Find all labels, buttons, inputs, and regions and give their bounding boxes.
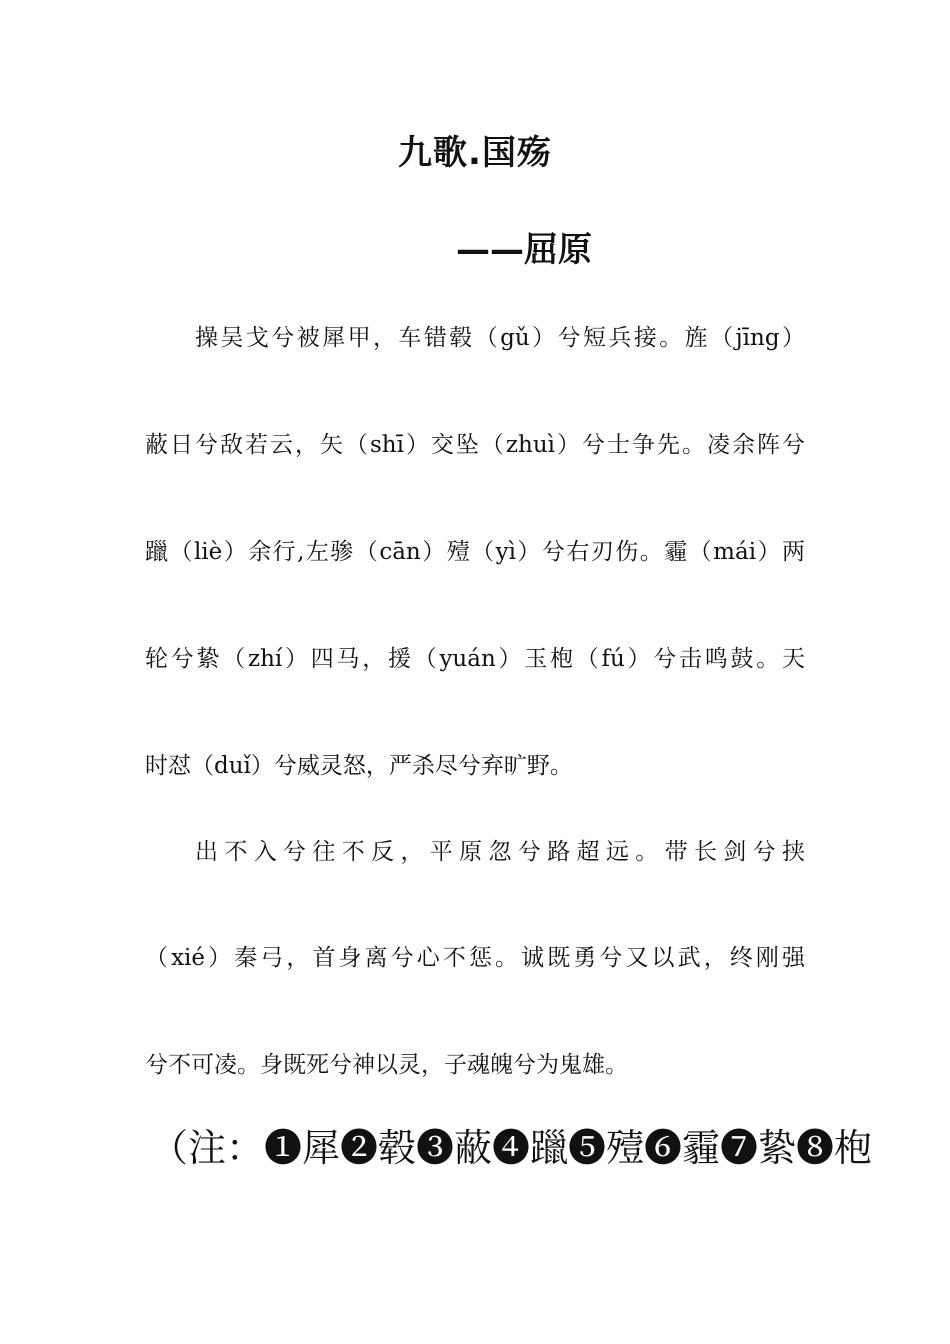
poem-title: 九歌.国殇 <box>398 133 552 173</box>
paragraph-line: 蔽日兮敌若云，矢（shī）交坠（zhuì）兮士争先。凌余阵兮 <box>145 432 805 458</box>
paragraph-line: 兮不可凌。身既死兮神以灵，子魂魄兮为鬼雄。 <box>145 1052 628 1078</box>
paragraph-line: 操吴戈兮被犀甲，车错毂（gǔ）兮短兵接。旌（jīng） <box>195 325 805 351</box>
paragraph-line: 出不入兮往不反，平原忽兮路超远。带长剑兮挟 <box>195 839 805 865</box>
paragraph-line: 轮兮絷（zhí）四马，援（yuán）玉枹（fú）兮击鸣鼓。天 <box>145 646 805 672</box>
annotation-note: （注：❶犀❷毂❸蔽❹躐❺殪❻霾❼絷❽枹 <box>150 1126 873 1170</box>
poem-author: ——屈原 <box>456 230 592 270</box>
paragraph-line: 时怼（duǐ）兮威灵怒，严杀尽兮弃旷野。 <box>145 753 573 779</box>
paragraph-line: （xié）秦弓，首身离兮心不惩。诚既勇兮又以武，终刚强 <box>145 945 805 971</box>
paragraph-line: 躐（liè）余行,左骖（cān）殪（yì）兮右刃伤。霾（mái）两 <box>145 539 805 565</box>
